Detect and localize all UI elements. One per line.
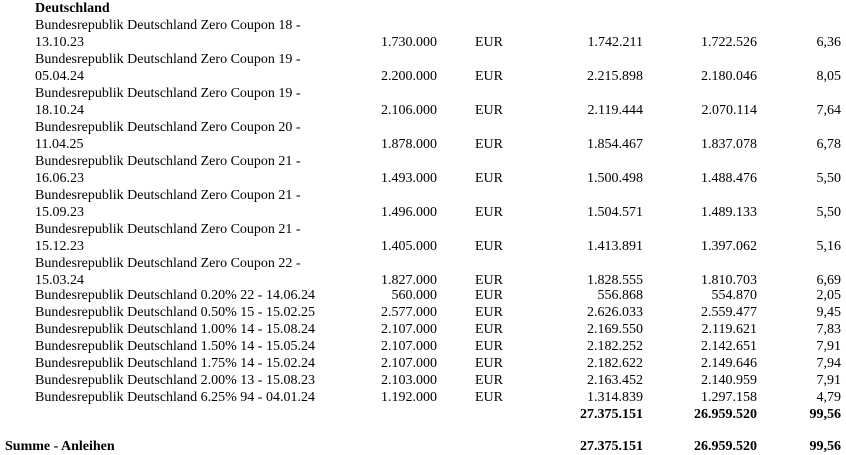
holding-nominal: 1.878.000: [381, 137, 437, 152]
holding-currency: EUR: [475, 137, 503, 152]
holding-cost: 1.314.839: [587, 390, 643, 405]
holding-nominal: 560.000: [391, 288, 437, 303]
holding-market-value: 1.488.476: [701, 171, 757, 186]
holding-market-value: 2.140.959: [701, 373, 757, 388]
holding-percent: 7,91: [816, 339, 841, 354]
table-row: [0, 170, 846, 187]
subtotal-cost: 27.375.151: [580, 407, 643, 422]
holding-currency: EUR: [475, 356, 503, 371]
holding-name: Bundesrepublik Deutschland Zero Coupon 21 -: [35, 188, 301, 203]
holding-cost: 2.163.452: [587, 373, 643, 388]
holding-currency: EUR: [475, 273, 503, 288]
section-title: Deutschland: [35, 1, 110, 16]
holding-currency: EUR: [475, 239, 503, 254]
holding-cost: 1.828.555: [587, 273, 643, 288]
holding-name: Bundesrepublik Deutschland Zero Coupon 19 -: [35, 86, 301, 101]
holding-name: Bundesrepublik Deutschland 1.00% 14 - 15.08.24: [35, 322, 315, 337]
holding-nominal: 1.493.000: [381, 171, 437, 186]
holding-market-value: 554.870: [711, 288, 757, 303]
table-row: [0, 321, 846, 338]
subtotal-market-value: 26.959.520: [694, 407, 757, 422]
holding-name: 11.04.25: [35, 137, 84, 152]
holding-percent: 7,83: [816, 322, 841, 337]
holding-percent: 6,78: [816, 137, 841, 152]
holding-name: Bundesrepublik Deutschland Zero Coupon 21 -: [35, 222, 301, 237]
table-row: [0, 204, 846, 221]
holding-market-value: 1.297.158: [701, 390, 757, 405]
holding-percent: 7,91: [816, 373, 841, 388]
holding-market-value: 1.810.703: [701, 273, 757, 288]
holding-market-value: 2.180.046: [701, 69, 757, 84]
holding-cost: 2.119.444: [587, 103, 643, 118]
holding-name: Bundesrepublik Deutschland Zero Coupon 21 -: [35, 154, 301, 169]
holding-percent: 6,36: [816, 35, 841, 50]
holding-name: Bundesrepublik Deutschland Zero Coupon 18 -: [35, 18, 301, 33]
holding-percent: 7,94: [816, 356, 841, 371]
holding-cost: 1.742.211: [587, 35, 643, 50]
table-row: [0, 136, 846, 153]
holding-nominal: 2.106.000: [381, 103, 437, 118]
holding-nominal: 1.827.000: [381, 273, 437, 288]
holding-name: Bundesrepublik Deutschland 2.00% 13 - 15.08.23: [35, 373, 315, 388]
holding-currency: EUR: [475, 205, 503, 220]
holding-percent: 9,45: [816, 305, 841, 320]
holding-currency: EUR: [475, 103, 503, 118]
holding-currency: EUR: [475, 390, 503, 405]
holding-cost: 2.215.898: [587, 69, 643, 84]
holding-name: Bundesrepublik Deutschland 1.75% 14 - 15.02.24: [35, 356, 315, 371]
holding-currency: EUR: [475, 305, 503, 320]
holding-name: Bundesrepublik Deutschland 0.50% 15 - 15.02.25: [35, 305, 315, 320]
holding-currency: EUR: [475, 373, 503, 388]
holding-currency: EUR: [475, 69, 503, 84]
holding-cost: 1.413.891: [587, 239, 643, 254]
table-row: [0, 338, 846, 355]
holding-name: 15.12.23: [35, 239, 84, 254]
holding-name: Bundesrepublik Deutschland Zero Coupon 20 -: [35, 120, 301, 135]
holding-market-value: 2.070.114: [701, 103, 757, 118]
holding-percent: 2,05: [816, 288, 841, 303]
holding-currency: EUR: [475, 35, 503, 50]
holding-nominal: 2.200.000: [381, 69, 437, 84]
holding-percent: 6,69: [816, 273, 841, 288]
holding-cost: 1.504.571: [587, 205, 643, 220]
total-percent: 99,56: [809, 439, 841, 454]
holding-percent: 5,50: [816, 205, 841, 220]
holding-name: Bundesrepublik Deutschland 6.25% 94 - 04.01.24: [35, 390, 315, 405]
holding-nominal: 2.107.000: [381, 322, 437, 337]
holding-nominal: 1.496.000: [381, 205, 437, 220]
holding-name: 05.04.24: [35, 69, 84, 84]
holding-name: 16.06.23: [35, 171, 84, 186]
holding-market-value: 2.149.646: [701, 356, 757, 371]
holding-cost: 2.169.550: [587, 322, 643, 337]
holding-nominal: 1.730.000: [381, 35, 437, 50]
table-row: [0, 238, 846, 255]
holding-market-value: 2.559.477: [701, 305, 757, 320]
total-cost: 27.375.151: [580, 439, 643, 454]
total-label: Summe - Anleihen: [5, 439, 115, 454]
holding-name: Bundesrepublik Deutschland 1.50% 14 - 15.05.24: [35, 339, 315, 354]
table-row: [0, 389, 846, 406]
holding-name: Bundesrepublik Deutschland Zero Coupon 19 -: [35, 52, 301, 67]
holding-market-value: 1.489.133: [701, 205, 757, 220]
table-row: [0, 372, 846, 389]
holding-cost: 556.868: [597, 288, 643, 303]
table-row: [0, 287, 846, 304]
holding-percent: 5,16: [816, 239, 841, 254]
holding-cost: 1.854.467: [587, 137, 643, 152]
holding-cost: 2.182.622: [587, 356, 643, 371]
holding-market-value: 1.722.526: [701, 35, 757, 50]
table-row: [0, 34, 846, 51]
holding-name: 15.09.23: [35, 205, 84, 220]
holding-nominal: 2.577.000: [381, 305, 437, 320]
holding-market-value: 2.119.621: [701, 322, 757, 337]
holding-name: 18.10.24: [35, 103, 84, 118]
holding-currency: EUR: [475, 171, 503, 186]
holding-market-value: 2.142.651: [701, 339, 757, 354]
holding-nominal: 2.107.000: [381, 356, 437, 371]
holding-percent: 7,64: [816, 103, 841, 118]
table-row: [0, 102, 846, 119]
total-row: [0, 438, 846, 455]
holding-market-value: 1.837.078: [701, 137, 757, 152]
holding-currency: EUR: [475, 322, 503, 337]
holding-nominal: 1.192.000: [381, 390, 437, 405]
holding-market-value: 1.397.062: [701, 239, 757, 254]
subtotal-percent: 99,56: [809, 407, 841, 422]
subtotal-row: [0, 406, 846, 423]
holding-name: Bundesrepublik Deutschland 0.20% 22 - 14.06.24: [35, 288, 315, 303]
table-row: [0, 304, 846, 321]
holding-cost: 2.182.252: [587, 339, 643, 354]
holding-currency: EUR: [475, 339, 503, 354]
holding-percent: 5,50: [816, 171, 841, 186]
holding-percent: 8,05: [816, 69, 841, 84]
holding-nominal: 1.405.000: [381, 239, 437, 254]
holding-percent: 4,79: [816, 390, 841, 405]
table-row: [0, 355, 846, 372]
table-row: [0, 68, 846, 85]
holding-name: 13.10.23: [35, 35, 84, 50]
holding-currency: EUR: [475, 288, 503, 303]
holding-name: Bundesrepublik Deutschland Zero Coupon 22 -: [35, 256, 301, 271]
total-market-value: 26.959.520: [694, 439, 757, 454]
holding-name: 15.03.24: [35, 273, 84, 288]
holding-cost: 1.500.498: [587, 171, 643, 186]
holding-nominal: 2.103.000: [381, 373, 437, 388]
holding-cost: 2.626.033: [587, 305, 643, 320]
holding-nominal: 2.107.000: [381, 339, 437, 354]
